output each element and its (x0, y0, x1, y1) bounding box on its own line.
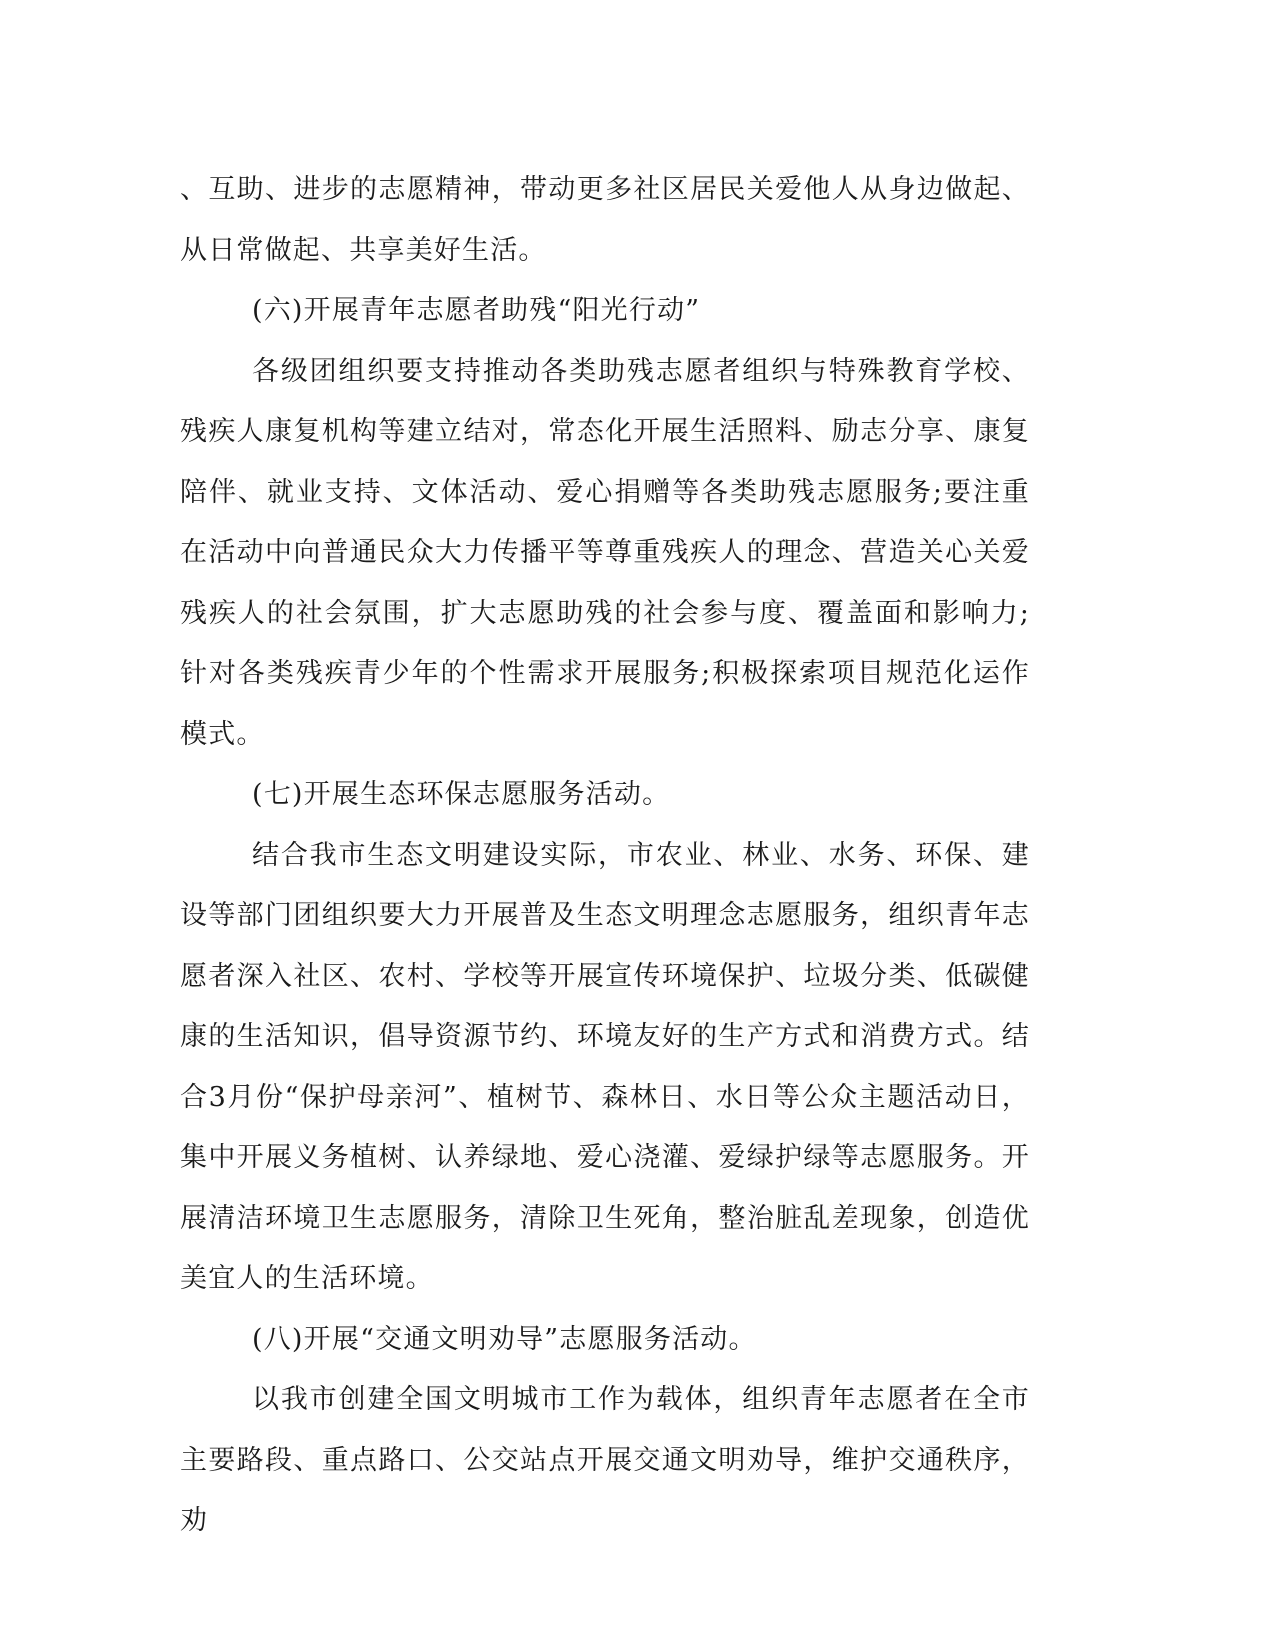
section-heading-six: (六)开展青年志愿者助残“阳光行动” (252, 295, 701, 326)
document-page (180, 160, 1030, 1552)
paragraph-continuation: 、互助、进步的志愿精神，带动更多社区居民关爱他人从身边做起、从日常做起、共享美好生活。 (180, 174, 1030, 266)
section-heading-seven: (七)开展生态环保志愿服务活动。 (252, 779, 671, 810)
paragraph-traffic-civility: 以我市创建全国文明城市工作为载体，组织青年志愿者在全市主要路段、重点路口、公交站点开展交通文明劝导，维护交通秩序，劝 (180, 1384, 1030, 1536)
paragraph-disability-assistance: 各级团组织要支持推动各类助残志愿者组织与特殊教育学校、残疾人康复机构等建立结对，常态化开展生活照料、励志分享、康复陪伴、就业支持、文体活动、爱心捐赠等各类助残志愿服务;要注重在活动中向普通民众大力传播平等尊重残疾人的理念、营造关心关爱残疾人的社会氛围，扩大志愿助残的社会参与度、覆盖面和影响力;针对各类残疾青少年的个性需求开展服务;积极探索项目规范化运作模式。 (180, 355, 1030, 750)
section-heading-eight: (八)开展“交通文明劝导”志愿服务活动。 (252, 1323, 757, 1355)
paragraph-eco-environment: 结合我市生态文明建设实际，市农业、林业、水务、环保、建设等部门团组织要大力开展普及生态文明理念志愿服务，组织青年志愿者深入社区、农村、学校等开展宣传环境保护、垃圾分类、低碳健康的生活知识，倡导资源节约、环境友好的生产方式和消费方式。结合3月份“保护母亲河”、植树节、森林日、水日等公众主题活动日，集中开展义务植树、认养绿地、爱心浇灌、爱绿护绿等志愿服务。开展清洁环境卫生志愿服务，清除卫生死角，整治脏乱差现象，创造优美宜人的生活环境。 (180, 839, 1030, 1294)
